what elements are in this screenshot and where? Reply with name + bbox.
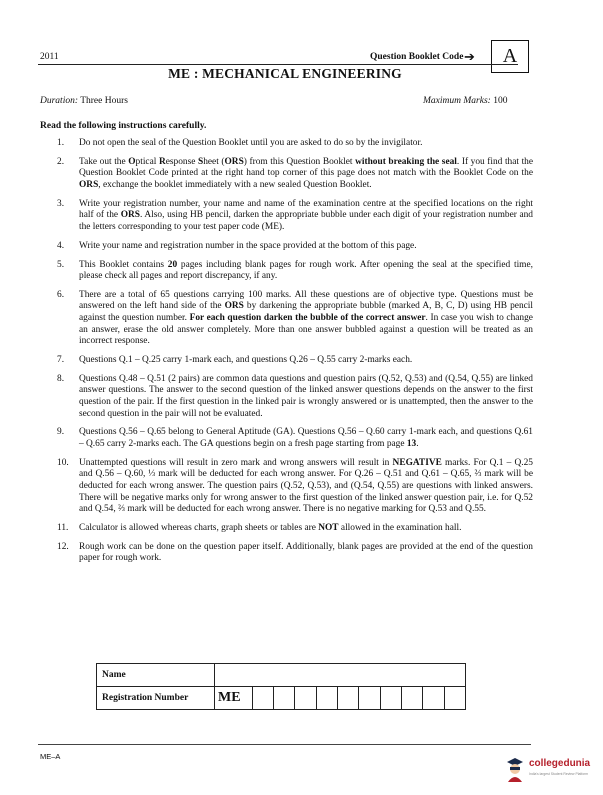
instruction-text: heet ( [203,156,225,167]
instruction-number: 4. [57,240,65,251]
page-title: ME : MECHANICAL ENGINEERING [168,66,402,81]
instruction-text: . In case you wish to change an answer, erase the old answer completely. More than one answer bubbled against a question will be treated as an incorrect response. [79,313,533,347]
candidate-form [96,663,466,710]
brand-name: collegedunia [529,758,591,769]
instruction-text: Calculator is allowed whereas charts, graph sheets or tables are [79,522,319,533]
instruction-number: 11. [57,522,69,533]
instruction-number: 2. [57,156,65,167]
instruction-emphasis: ORS [120,210,140,221]
instruction-number: 3. [57,198,65,209]
registration-digit-box[interactable] [380,687,401,710]
max-marks-value: 100 [493,96,508,106]
instruction-number: 1. [57,138,65,148]
instruction-number: 10. [57,457,69,468]
instruction-item [57,138,533,150]
name-label: Name [97,664,215,687]
max-marks-label: Maximum Marks: [423,96,491,106]
instruction-text: Unattempted questions will result in zero mark and wrong answers will result in [79,457,393,468]
instruction-emphasis: ORS [79,179,99,190]
instruction-text: esponse [165,156,198,167]
registration-digit-box[interactable] [295,687,316,710]
footer-rule [38,744,531,745]
instruction-text: There are a total of 65 questions carrying 100 marks. All these questions are of objective type. Questions must be answered on the left hand side of the [79,289,533,312]
instruction-item [57,241,533,253]
booklet-code-box: A [491,40,529,73]
instruction-item [57,157,533,192]
instruction-item [57,260,533,283]
duration [40,96,128,106]
registration-row [97,687,466,710]
booklet-code-label: Question Booklet Code [370,52,464,62]
instructions-heading: Read the following instructions carefully. [40,121,207,131]
instruction-item [57,542,533,565]
instruction-number: 6. [57,289,65,300]
instruction-item [57,290,533,348]
registration-prefix: ME [215,687,253,710]
instruction-emphasis: S [197,156,204,167]
instruction-text: Do not open the seal of the Question Booklet until you are asked to do so by the invigilator. [79,138,423,148]
instruction-number: 9. [57,427,65,438]
instruction-emphasis: For each question darken the bubble of the correct answer [189,313,426,324]
registration-digit-box[interactable] [274,687,295,710]
brand-logo [505,754,597,788]
instruction-text: . [416,438,419,449]
instruction-emphasis: ORS [224,301,244,312]
registration-digit-box[interactable] [444,687,465,710]
instruction-emphasis: 13 [406,438,417,449]
instruction-item [57,523,533,535]
registration-digit-box[interactable] [316,687,337,710]
brand-tagline: India's largest Student Review Platform [529,772,589,776]
header-rule [38,64,518,65]
instruction-number: 7. [57,355,65,366]
instruction-text: Take out the [79,156,129,167]
instruction-text: Rough work can be done on the question paper itself. Additionally, blank pages are provided at the end of the question paper for rough work. [79,541,533,564]
instruction-item [57,355,533,367]
instruction-emphasis: 20 [167,259,178,270]
instruction-emphasis: without breaking the seal [355,156,457,167]
registration-digit-box[interactable] [423,687,444,710]
instruction-text: . If you find that the Question Booklet Code printed at the right hand top corner of this page does not match with the Booklet Code on the [79,156,534,179]
registration-digit-box[interactable] [401,687,422,710]
instruction-item [57,374,533,420]
max-marks [423,96,507,106]
instruction-text: by darkening the appropriate bubble (marked A, B, C, D) using HB pencil against the question number. [79,301,533,324]
arrow-right-icon: ➔ [464,49,475,64]
registration-digit-box[interactable] [338,687,359,710]
instruction-text: . Also, using HB pencil, darken the appropriate bubble under each digit of your registration number and the letters corresponding to your test paper code (ME). [79,210,533,232]
duration-value: Three Hours [80,96,128,106]
instruction-emphasis: ORS [224,156,244,167]
student-mascot-icon [505,756,525,782]
name-field[interactable] [215,664,466,687]
page-code: ME–A [40,752,61,761]
instruction-emphasis: O [128,156,136,167]
instruction-text: ptical [135,156,159,167]
instruction-emphasis: NOT [318,522,339,533]
instruction-emphasis: NEGATIVE [392,457,442,468]
registration-digit-box[interactable] [252,687,273,710]
instruction-text: Write your name and registration number in the space provided at the bottom of this page. [79,240,417,251]
instruction-text: marks. For Q.1 – Q.25 and Q.56 – Q.60, ⅓ mark will be deducted for each wrong answer. For Q.26 – Q.51 and Q.61 – Q.65, ⅔ mark will be deducted for each wrong answer. The question pairs (Q.52, Q.53), and (Q.54, Q.55) are questions with linked answers. There will be negative marks only for wrong answer to the first question of the linked answer question pair, i.e. for Q.52 and Q.54, ⅔ mark will be deducted for each wrong answer. There is no negative marking for Q.53 and Q.55. [79,457,533,515]
instruction-text: allowed in the examination hall. [338,522,462,533]
instruction-item [57,199,533,234]
registration-digit-box[interactable] [359,687,380,710]
instruction-text: pages including blank pages for rough work. After opening the seal at the specified time, please check all pages and report discrepancy, if any. [79,259,533,282]
instruction-text: , exchange the booklet immediately with a new sealed Question Booklet. [98,179,372,190]
instruction-number: 5. [57,259,65,270]
instruction-text: Write your registration number, your name and name of the examination centre at the specified locations on the right half of the [79,198,533,221]
instruction-text: Questions Q.56 – Q.65 belong to General Aptitude (GA). Questions Q.56 – Q.60 carry 1-mark each, and questions Q.61 – Q.65 carry 2-marks each. The GA questions begin on a fresh page starting from page [79,427,533,449]
name-row [97,664,466,687]
instruction-text: ) from this Question Booklet [243,156,356,167]
instruction-item [57,458,533,516]
instruction-text: This Booklet contains [79,259,168,270]
instruction-number: 12. [57,541,69,552]
instruction-text: Questions Q.1 – Q.25 carry 1-mark each, and questions Q.26 – Q.55 carry 2-marks each. [79,355,413,366]
instruction-text: Questions Q.48 – Q.51 (2 pairs) are common data questions and question pairs (Q.52, Q.53) and (Q.54, Q.55) are linked answer questions. The answer to the second question of the linked answer questions depends on the answer to the first question of the pair. If the first question in the linked pair is wrongly answered or is unattempted, then the answer to the second question in the pair will not be evaluated. [79,373,533,419]
instruction-emphasis: R [158,156,166,167]
instructions-list [57,138,533,572]
registration-label: Registration Number [97,687,215,710]
duration-label: Duration: [40,96,78,106]
exam-year: 2011 [40,52,59,62]
instruction-item [57,427,533,450]
instruction-number: 8. [57,373,65,384]
